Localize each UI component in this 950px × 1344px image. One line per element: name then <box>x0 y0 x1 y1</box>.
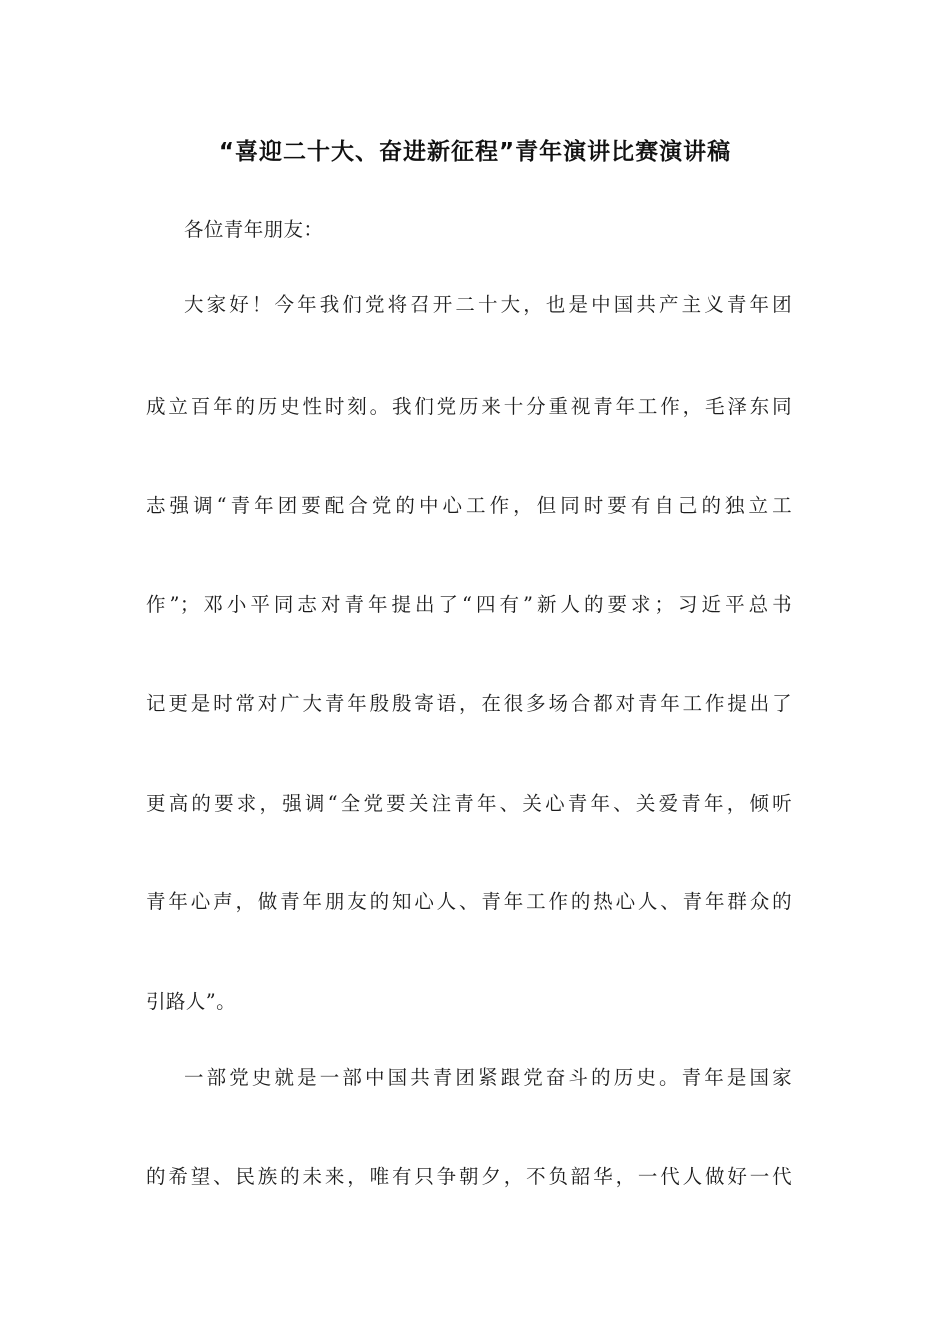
paragraph-line: 作”；邓小平同志对青年提出了“四有”新人的要求；习近平总书 <box>146 593 792 616</box>
paragraph-line: 青年心声，做青年朋友的知心人、青年工作的热心人、青年群众的 <box>146 890 792 913</box>
document-title: “喜迎二十大、奋进新征程”青年演讲比赛演讲稿 <box>218 139 732 165</box>
salutation-line: 各位青年朋友： <box>184 218 324 241</box>
paragraph-line: 志强调“青年团要配合党的中心工作，但同时要有自己的独立工 <box>146 494 792 517</box>
paragraph-line: 记更是时常对广大青年殷殷寄语，在很多场合都对青年工作提出了 <box>146 692 792 715</box>
paragraph-line: 的希望、民族的未来，唯有只争朝夕，不负韶华，一代人做好一代 <box>146 1165 792 1188</box>
paragraph-line: 大家好！今年我们党将召开二十大，也是中国共产主义青年团 <box>184 293 792 316</box>
paragraph-line: 一部党史就是一部中国共青团紧跟党奋斗的历史。青年是国家 <box>184 1066 792 1089</box>
paragraph-line: 更高的要求，强调“全党要关注青年、关心青年、关爱青年，倾听 <box>146 792 792 815</box>
paragraph-line: 引路人”。 <box>146 990 236 1013</box>
paragraph-line: 成立百年的历史性时刻。我们党历来十分重视青年工作，毛泽东同 <box>146 395 792 418</box>
